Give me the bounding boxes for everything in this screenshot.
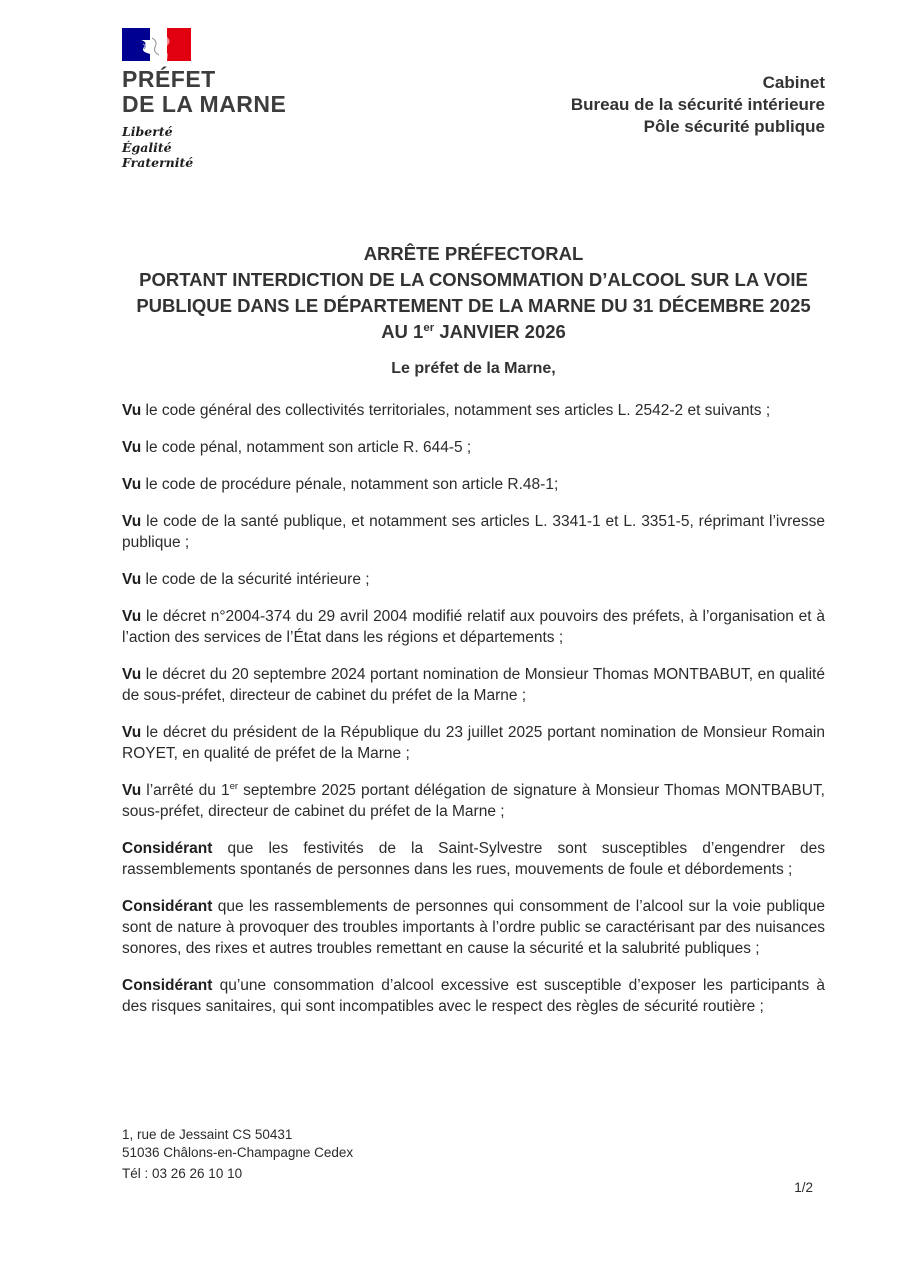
prefecture-name	[122, 67, 382, 117]
footer-phone: Tél : 03 26 26 10 10	[122, 1166, 243, 1181]
title-line-1: ARRÊTE PRÉFECTORAL	[363, 242, 584, 264]
recital-lead: Vu	[122, 607, 142, 625]
ordinal-superscript: er	[229, 780, 239, 792]
title-line-4: AU 1er JANVIER 2026	[381, 320, 566, 342]
recital-lead: Vu	[122, 401, 142, 419]
recital-vu-2	[122, 437, 825, 458]
recital-text: le code de procédure pénale, notamment son article R.48-1;	[141, 475, 559, 493]
recital-text: que les rassemblements de personnes qui consomment de l’alcool sur la voie publique sont de nature à provoquer des troubles importants à l’ordre public se caractérisant par des nuisances sonores, des rixes et autres troubles remettant en cause la sécurité et la salubrité publiques ;	[122, 897, 825, 957]
footer-address-line2: 51036 Châlons-en-Champagne Cedex	[122, 1145, 354, 1160]
issuing-service-block	[571, 72, 825, 138]
service-line-pole: Pôle sécurité publique	[643, 117, 825, 136]
motto-fraternite: Fraternité	[122, 155, 194, 170]
recital-text: le décret du 20 septembre 2024 portant nomination de Monsieur Thomas MONTBABUT, en qualité de sous-préfet, directeur de cabinet du préfet de la Marne ;	[122, 665, 825, 704]
recital-lead: Considérant	[122, 976, 213, 994]
page-header	[0, 0, 900, 171]
recital-text: que les festivités de la Saint-Sylvestre sont susceptibles d’engendrer des rassemblements spontanés de personnes dans les rues, mouvements de foule et débordements ;	[122, 839, 825, 878]
recital-vu-1	[122, 400, 825, 421]
recital-considerant-1	[122, 838, 825, 880]
prefecture-brand-block	[122, 28, 382, 171]
recital-text: le décret du président de la République du 23 juillet 2025 portant nomination de Monsieur Romain ROYET, en qualité de préfet de la Marne ;	[122, 723, 825, 762]
service-line-bureau: Bureau de la sécurité intérieure	[570, 95, 825, 114]
service-line-cabinet: Cabinet	[762, 73, 825, 92]
recital-text: le code de la sécurité intérieure ;	[141, 570, 370, 588]
recital-text: le décret n°2004-374 du 29 avril 2004 modifié relatif aux pouvoirs des préfets, à l’organisation et à l’action des services de l’État dans les régions et départements ;	[122, 607, 825, 646]
recital-lead: Vu	[122, 512, 142, 530]
footer-address-block	[122, 1126, 353, 1183]
title-line-2: PORTANT INTERDICTION DE LA CONSOMMATION D’ALCOOL SUR LA VOIE	[139, 268, 808, 290]
recital-text: qu’une consommation d’alcool excessive est susceptible d’exposer les participants à des risques sanitaires, qui sont incompatibles avec le respect des règles de sécurité routière ;	[122, 976, 825, 1015]
recital-vu-5	[122, 569, 825, 590]
recital-lead: Considérant	[122, 897, 213, 915]
recital-text: septembre 2025 portant délégation de signature à Monsieur Thomas MONTBABUT, sous-préfet, directeur de cabinet du préfet de la Marne ;	[122, 781, 825, 820]
document-title	[122, 241, 825, 345]
motto-liberte: Liberté	[122, 124, 173, 139]
french-flag-marianne-icon	[122, 28, 192, 61]
recital-vu-9	[122, 780, 825, 822]
prefecture-name-line2: DE LA MARNE	[122, 91, 287, 117]
recital-lead: Considérant	[122, 839, 213, 857]
title-line-3: PUBLIQUE DANS LE DÉPARTEMENT DE LA MARNE DU 31 DÉCEMBRE 2025	[136, 294, 811, 316]
recital-considerant-2	[122, 896, 825, 959]
footer-address-line1: 1, rue de Jessaint CS 50431	[122, 1127, 293, 1142]
recital-text: le code général des collectivités territoriales, notamment ses articles L. 2542-2 et suivants ;	[141, 401, 771, 419]
recital-lead: Vu	[122, 438, 142, 456]
recital-text: le code pénal, notamment son article R. 644-5 ;	[141, 438, 472, 456]
recital-lead: Vu	[122, 723, 142, 741]
recital-lead: Vu	[122, 570, 142, 588]
recital-lead: Vu	[122, 665, 142, 683]
motto-egalite: Égalité	[122, 139, 172, 155]
recital-vu-4	[122, 511, 825, 553]
page-number: 1/2	[794, 1180, 813, 1195]
salutation-line: Le préfet de la Marne,	[391, 359, 556, 377]
recital-text: l’arrêté du 1	[141, 781, 230, 799]
recital-text: le code de la santé publique, et notamment ses articles L. 3341-1 et L. 3351-5, réprimant l’ivresse publique ;	[122, 512, 825, 551]
republic-motto	[122, 124, 382, 171]
recital-considerant-3	[122, 975, 825, 1017]
recital-vu-3	[122, 474, 825, 495]
recital-lead: Vu	[122, 781, 142, 799]
document-body	[122, 400, 825, 1017]
recital-vu-8	[122, 722, 825, 764]
recital-lead: Vu	[122, 475, 142, 493]
prefecture-name-line1: PRÉFET	[122, 66, 216, 92]
recital-vu-6	[122, 606, 825, 648]
recital-vu-7	[122, 664, 825, 706]
